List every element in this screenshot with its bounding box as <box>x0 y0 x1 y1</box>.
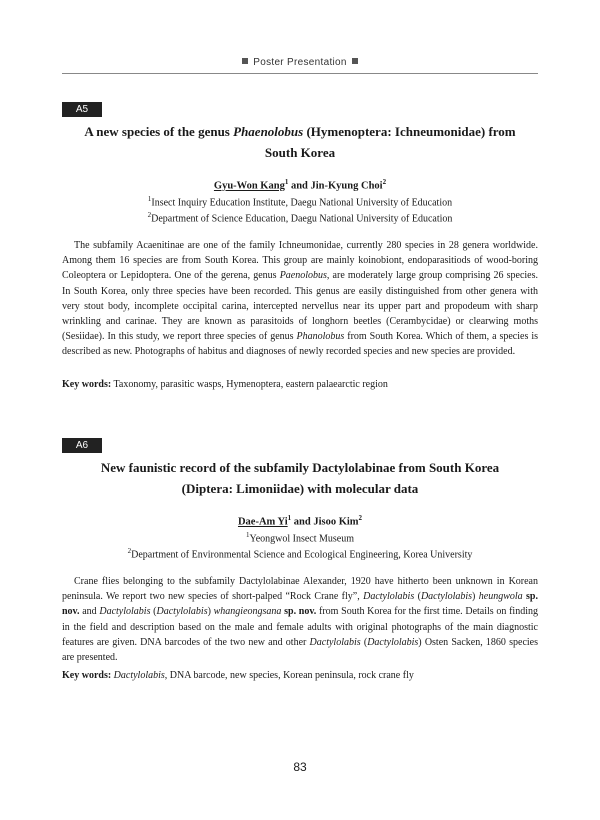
affiliations <box>62 193 538 226</box>
affiliation-line: $^2$Department of Environmental Science and Ecological Engineering, Korea University <box>127 547 473 561</box>
author-line: Gyu-Won Kang$^1$ and Jin-Kyung Choi$^2$ <box>213 178 387 192</box>
author-line: Dae-Am Yi$^1$ and Jisoo Kim$^2$ <box>237 514 363 528</box>
header-divider <box>62 73 538 74</box>
abstract-body: Crane flies belonging to the subfamily Dactylolabinae Alexander, 1920 have hitherto been unknown in Korean peninsula. We report two new species of short-palped “Rock Crane fly”, Dactylolabis (Dactylolabis) heungwola sp. nov. and Dactylolabis (Dactylolabis) whangieongsana sp. nov. from South Korea for the first time. Details on finding in the field and description based on the male and female adults with original photographs of the main diagnostic features are given. DNA barcodes of the two new and other Dactylolabis (Dactylolabis) Osten Sacken, 1860 species are presented. <box>62 576 538 664</box>
keywords: Key words: Dactylolabis, DNA barcode, new species, Korean peninsula, rock crane fly <box>62 670 414 681</box>
square-bullet-icon <box>242 58 248 64</box>
keywords: Key words: Taxonomy, parasitic wasps, Hymenoptera, eastern palaearctic region <box>62 379 388 390</box>
affiliation-line: $^1$Insect Inquiry Education Institute, Daegu National University of Education <box>147 195 453 209</box>
affiliation-line: $^2$Department of Science Education, Daegu National University of Education <box>147 211 453 225</box>
affiliation-line: $^1$Yeongwol Insect Museum <box>245 531 355 545</box>
affiliations <box>62 529 538 562</box>
header-title: Poster Presentation <box>253 57 347 68</box>
presenting-author: Dae-Am Yi <box>237 516 288 528</box>
page-number: 83 <box>293 760 307 774</box>
abstract-tag: A6 <box>62 438 102 453</box>
abstract-tag: A5 <box>62 102 102 117</box>
running-header <box>62 57 538 68</box>
square-bullet-icon <box>352 58 358 64</box>
presenting-author: Gyu-Won Kang <box>213 180 285 192</box>
abstract-title: A new species of the genus Phaenolobus (Hymenoptera: Ichneumonidae) from South Korea <box>84 124 516 160</box>
abstract-body: The subfamily Acaenitinae are one of the family Ichneumonidae, currently 280 species in 28 genera worldwide. Among them 16 species are from South Korea. This group are mainly koinobiont, endoparasitiods of wood-boring Coleoptera or Lepidoptera. One of the gerena, genus Paenolobus, are moderately large group comprising 26 species. In South Korea, only three species have been recorded. This genus are easily distinguished from other genera with very stout body, incomplete occipital carina, intercepted nervellus near its upper part and propodeum with sharp wrinkling and carinae. They are known as parasitoids of longhorn beetles (Cerambycidae) or clearwing moths (Sesiidae). In this study, we report three species of genus Phanolobus from South Korea. Which of them, a species is described as new. Photographs of habitus and diagnoses of newly recorded species and new species are provided. <box>62 240 538 358</box>
abstract-title: New faunistic record of the subfamily Dactylolabinae from South Korea (Diptera: Limoniidae) with molecular data <box>100 460 500 496</box>
